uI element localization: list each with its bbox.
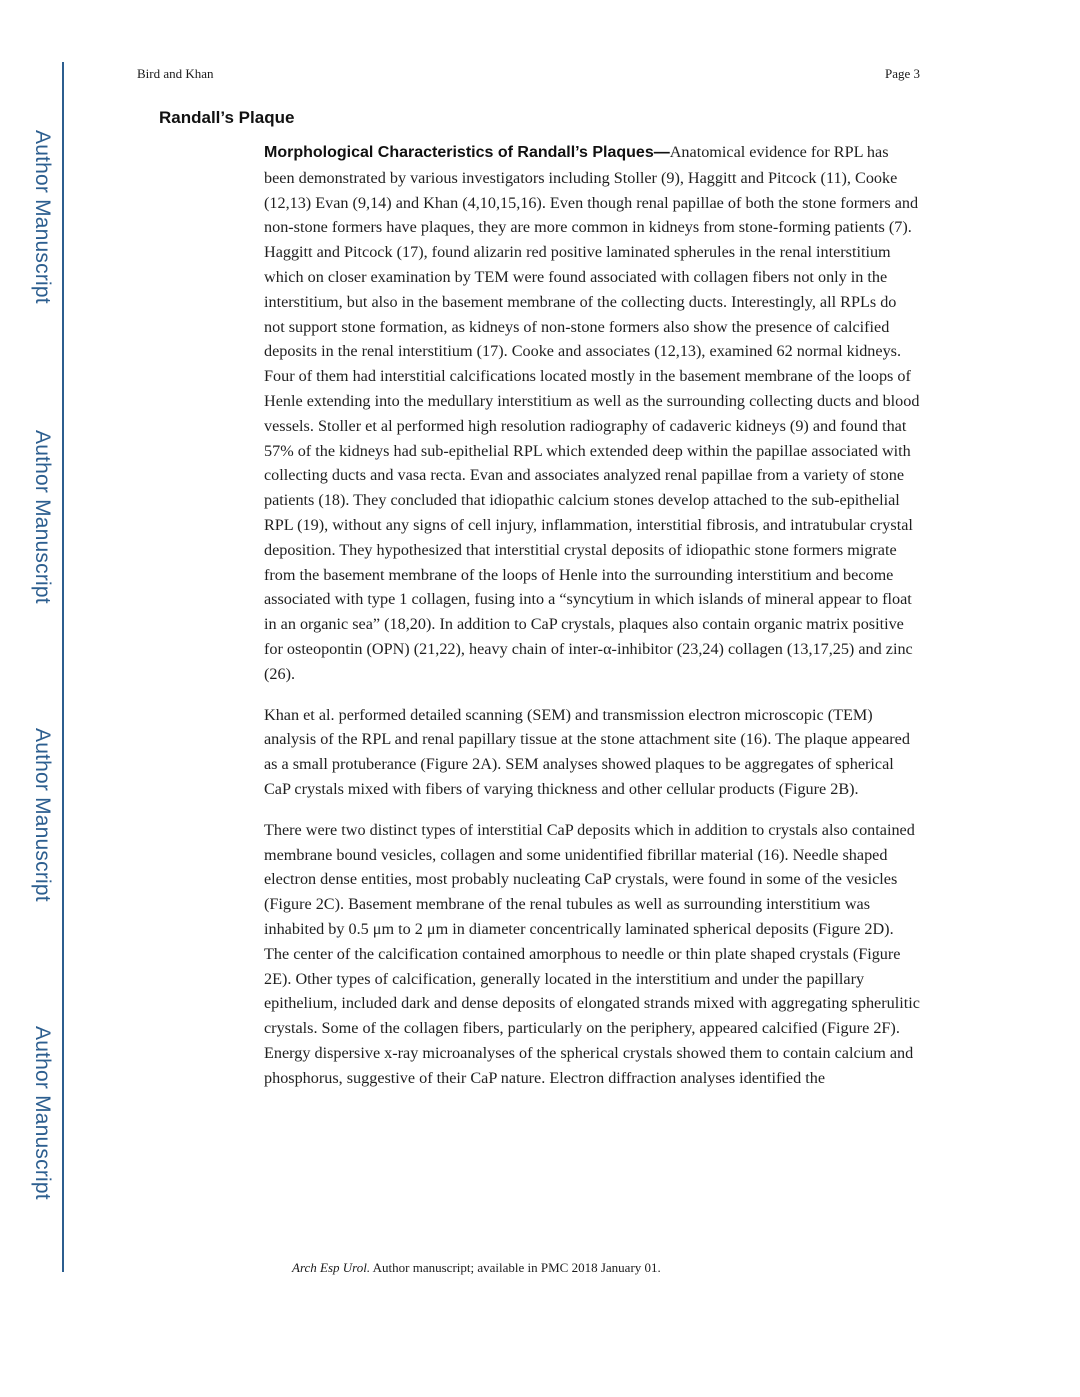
footer-citation	[292, 1260, 661, 1276]
side-rule	[62, 62, 64, 1272]
side-label-text: Author Manuscript	[31, 728, 54, 902]
paragraph-1	[264, 140, 920, 687]
paragraph-1-text: Anatomical evidence for RPL has been demonstrated by various investigators including Stoller (9), Haggitt and Pitcock (11), Cooke (12,13) Evan (9,14) and Khan (4,10,15,16). Even though renal papillae of both the stone formers and non-stone formers have plaques, they are more common in kidneys from stone-forming patients (7). Haggitt and Pitcock (17), found alizarin red positive laminated spherules in the renal interstitium which on closer examination by TEM were found associated with collagen fibers not only in the interstitium, but also in the basement membrane of the collecting ducts. Interestingly, all RPLs do not support stone formation, as kidneys of non-stone formers also show the presence of calcified deposits in the renal interstitium (17). Cooke and associates (12,13), examined 62 normal kidneys. Four of them had interstitial calcifications located mostly in the basement membrane of the loops of Henle extending into the medullary interstitium as well as the surrounding collecting ducts and blood vessels. Stoller et al performed high resolution radiography of cadaveric kidneys (9) and found that 57% of the kidneys had sub-epithelial RPL which extended deep within the papillae associated with collecting ducts and vasa recta. Evan and associates analyzed renal papillae from a variety of stone patients (18). They concluded that idiopathic calcium stones develop attached to the sub-epithelial RPL (19), without any signs of cell injury, inflammation, interstitial fibrosis, and intratubular crystal deposition. They hypothesized that interstitial crystal deposits of idiopathic stone formers migrate from the basement membrane of the loops of Henle into the surrounding interstitium and become associated with type 1 collagen, fusing into a “syncytium in which islands of mineral appear to float in an organic sea” (18,20). In addition to CaP crystals, plaques also contain organic matrix positive for osteopontin (OPN) (21,22), heavy chain of inter-α-inhibitor (23,24) collagen (13,17,25) and zinc (26).	[264, 143, 920, 683]
page-number: Page 3	[884, 66, 920, 81]
paragraph-2: Khan et al. performed detailed scanning (SEM) and transmission electron microscopic (TEM) analysis of the RPL and renal papillary tissue at the stone attachment site (16). The plaque appeared as a small protuberance (Figure 2A). SEM analyses showed plaques to be aggregates of spherical CaP crystals mixed with fibers of varying thickness and other cellular products (Figure 2B).	[264, 705, 910, 798]
footer-journal: Arch Esp Urol.	[292, 1260, 371, 1275]
footer-availability: Author manuscript; available in PMC 2018 January 01.	[370, 1260, 661, 1275]
paragraph-3: There were two distinct types of interstitial CaP deposits which in addition to crystals also contained membrane bound vesicles, collagen and some unidentified fibrillar material (16). Needle shaped electron dense entities, most probably nucleating CaP crystals, were found in some of the vesicles (Figure 2C). Basement membrane of the renal tubules as well as surrounding interstitium was inhabited by 0.5 μm to 2 μm in diameter concentrically laminated spherical deposits (Figure 2D). The center of the calcification contained amorphous to needle or thin plate shaped crystals (Figure 2E). Other types of calcification, generally located in the interstitium and under the papillary epithelium, included dark and dense deposits of elongated strands mixed with aggregating spherulitic crystals. Some of the collagen fibers, particularly on the periphery, appeared calcified (Figure 2F). Energy dispersive x-ray microanalyses of the spherical crystals showed them to contain calcium and phosphorus, suggestive of their CaP nature. Electron diffraction analyses identified the	[264, 820, 920, 1087]
section-title: Randall’s Plaque	[159, 108, 295, 127]
side-label-text: Author Manuscript	[31, 1026, 54, 1200]
article-body	[264, 140, 920, 1106]
side-label-text: Author Manuscript	[31, 430, 54, 604]
subsection-heading: Morphological Characteristics of Randall’s Plaques—	[264, 144, 670, 161]
side-label-text: Author Manuscript	[31, 130, 54, 304]
running-header-authors: Bird and Khan	[137, 66, 214, 81]
